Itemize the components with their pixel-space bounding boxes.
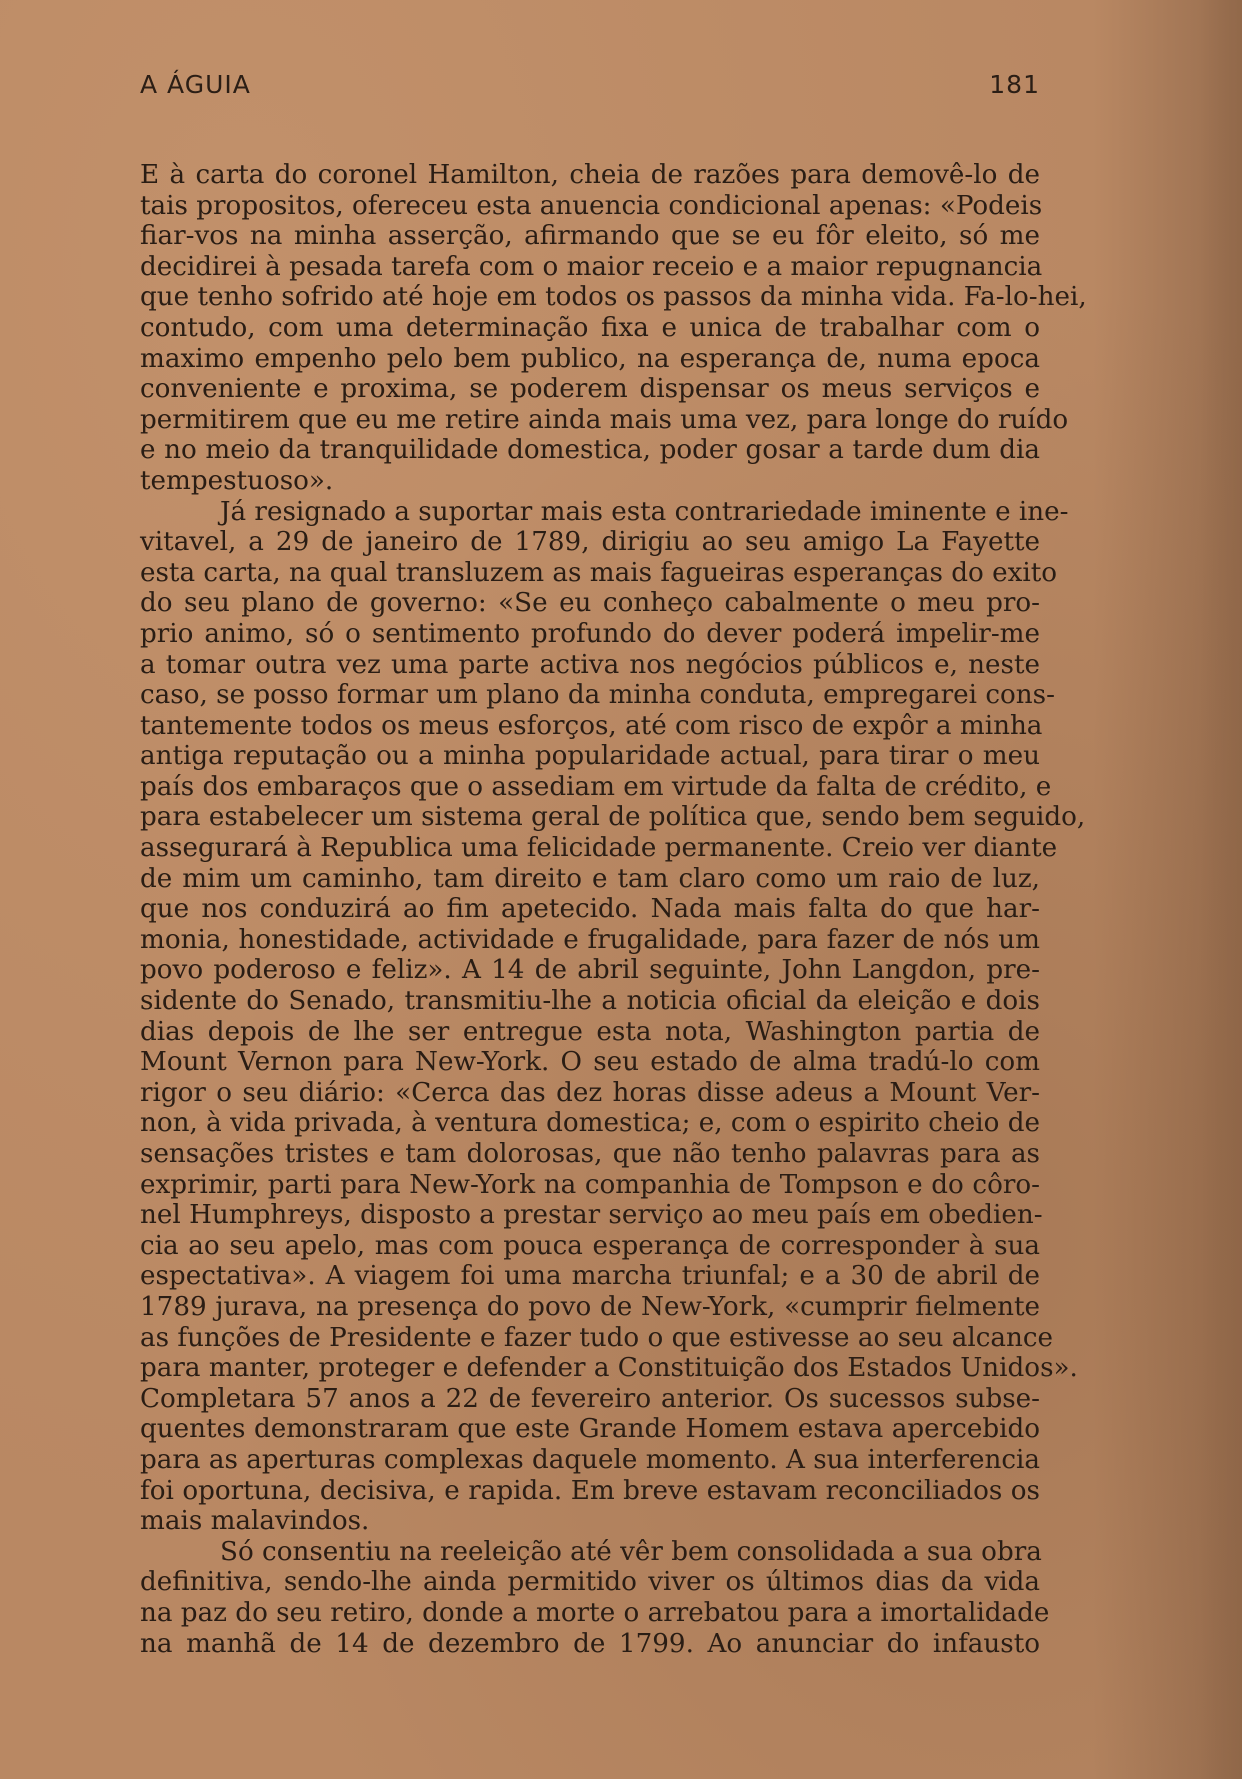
- page-header: [140, 70, 1040, 99]
- text-line: contudo, com uma determinação fixa e unica de trabalhar com o: [140, 312, 1040, 343]
- text-line: esta carta, na qual transluzem as mais fagueiras esperanças do exito: [140, 557, 1058, 588]
- text-line: cia ao seu apelo, mas com pouca esperança de corresponder à sua: [140, 1230, 1040, 1261]
- text-line: para estabelecer um sistema geral de política que, sendo bem seguido,: [140, 802, 1086, 833]
- text-line: sensações tristes e tam dolorosas, que não tenho palavras para as: [140, 1139, 1040, 1169]
- text-line: tais propositos, ofereceu esta anuencia condicional apenas: «Podeis: [140, 190, 1043, 221]
- text-line: a tomar outra vez uma parte activa nos negócios públicos e, neste: [140, 649, 1040, 680]
- text-line: rigor o seu diário: «Cerca das dez horas disse adeus a Mount Ver-: [140, 1077, 1040, 1108]
- text-line: Já resignado a suportar mais esta contrariedade iminente e ine-: [220, 496, 1069, 527]
- text-line: mais malavindos.: [140, 1506, 370, 1537]
- text-line: de mim um caminho, tam direito e tam claro como um raio de luz,: [140, 863, 1040, 894]
- running-title: A ÁGUIA: [140, 70, 251, 99]
- text-line: monia, honestidade, actividade e frugalidade, para fazer de nós um: [140, 924, 1040, 955]
- text-line: que tenho sofrido até hoje em todos os passos da minha vida. Fa-lo-hei,: [140, 282, 1087, 313]
- text-line: conveniente e proxima, se poderem dispensar os meus serviços e: [140, 374, 1040, 405]
- text-line: espectativa». A viagem foi uma marcha triunfal; e a 30 de abril de: [140, 1261, 1040, 1292]
- text-line: 1789 jurava, na presença do povo de New-York, «cumprir fielmente: [140, 1291, 1040, 1322]
- text-line: permitirem que eu me retire ainda mais uma vez, para longe do ruído: [140, 404, 1069, 435]
- page-number: 181: [989, 70, 1040, 99]
- text-line: Completara 57 anos a 22 de fevereiro anterior. Os sucessos subse-: [140, 1383, 1040, 1414]
- text-line: país dos embaraços que o assediam em virtude da falta de crédito, e: [140, 771, 1052, 802]
- text-line: exprimir, parti para New-York na companhia de Tompson e do côro-: [140, 1169, 1040, 1200]
- text-line: dias depois de lhe ser entregue esta nota, Washington partia de: [140, 1016, 1040, 1047]
- text-line: assegurará à Republica uma felicidade permanente. Creio ver diante: [140, 833, 1058, 864]
- text-line: as funções de Presidente e fazer tudo o que estivesse ao seu alcance: [140, 1322, 1054, 1353]
- text-line: Só consentiu na reeleição até vêr bem consolidada a sua obra: [220, 1536, 1042, 1567]
- text-line: tempestuoso».: [140, 465, 334, 496]
- text-line: para as aperturas complexas daquele momento. A sua interferencia: [140, 1444, 1040, 1475]
- text-line: maximo empenho pelo bem publico, na esperança de, numa epoca: [140, 343, 1040, 374]
- text-line: vitavel, a 29 de janeiro de 1789, dirigiu ao seu amigo La Fayette: [140, 527, 1040, 558]
- text-line: nel Humphreys, disposto a prestar serviço ao meu país em obedien-: [140, 1200, 1043, 1231]
- text-line: tantemente todos os meus esforços, até com risco de expôr a minha: [140, 710, 1043, 741]
- text-line: non, à vida privada, à ventura domestica; e, com o espirito cheio de: [140, 1108, 1040, 1139]
- text-line: quentes demonstraram que este Grande Homem estava apercebido: [140, 1414, 1040, 1445]
- text-line: E à carta do coronel Hamilton, cheia de razões para demovê-lo de: [140, 160, 1040, 190]
- text-line: do seu plano de governo: «Se eu conheço cabalmente o meu pro-: [140, 588, 1040, 619]
- text-line: prio animo, só o sentimento profundo do dever poderá impelir-me: [140, 618, 1040, 649]
- body-text: [140, 160, 1087, 1659]
- page-edge-shadow: [1200, 0, 1242, 1779]
- text-line: para manter, proteger e defender a Constituição dos Estados Unidos».: [140, 1353, 1078, 1384]
- text-line: e no meio da tranquilidade domestica, poder gosar a tarde dum dia: [140, 435, 1040, 466]
- text-line: Mount Vernon para New-York. O seu estado de alma tradú-lo com: [140, 1047, 1040, 1078]
- text-line: definitiva, sendo-lhe ainda permitido viver os últimos dias da vida: [140, 1567, 1040, 1598]
- text-line: povo poderoso e feliz». A 14 de abril seguinte, John Langdon, pre-: [140, 955, 1040, 986]
- text-line: que nos conduzirá ao fim apetecido. Nada mais falta do que har-: [140, 894, 1040, 925]
- text-line: foi oportuna, decisiva, e rapida. Em breve estavam reconciliados os: [140, 1475, 1040, 1506]
- text-line: sidente do Senado, transmitiu-lhe a noticia oficial da eleição e dois: [140, 986, 1040, 1017]
- text-line: fiar-vos na minha asserção, afirmando que se eu fôr eleito, só me: [140, 221, 1040, 252]
- text-line: na paz do seu retiro, donde a morte o arrebatou para a imortalidade: [140, 1597, 1050, 1628]
- text-line: na manhã de 14 de dezembro de 1799. Ao anunciar do infausto: [140, 1628, 1040, 1659]
- text-line: caso, se posso formar um plano da minha conduta, empregarei cons-: [140, 680, 1055, 711]
- text-line: antiga reputação ou a minha popularidade actual, para tirar o meu: [140, 741, 1040, 772]
- text-line: decidirei à pesada tarefa com o maior receio e a maior repugnancia: [140, 251, 1043, 282]
